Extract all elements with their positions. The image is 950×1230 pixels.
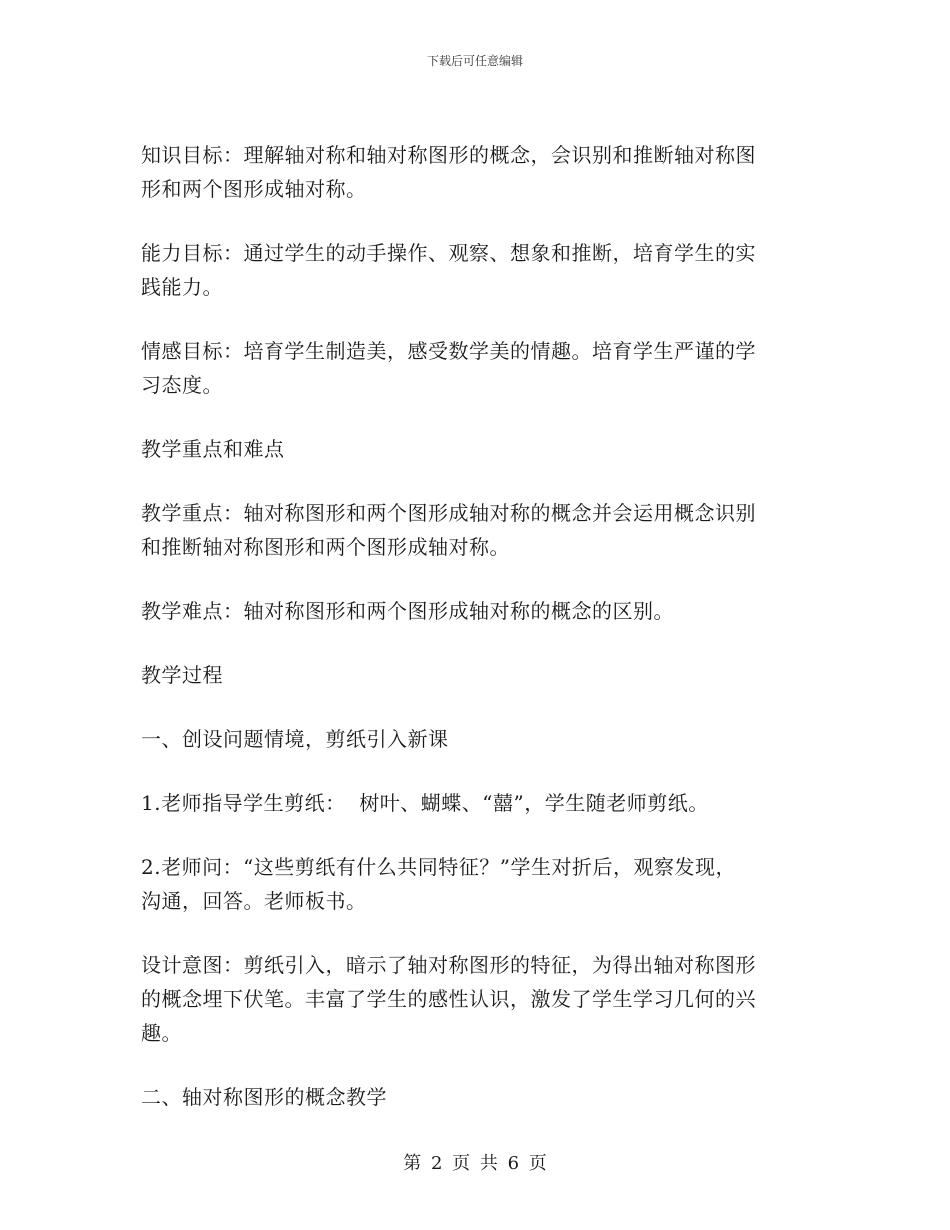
paragraph-step-two <box>141 850 811 918</box>
heading-section-one <box>141 722 811 756</box>
text-line: 1.老师指导学生剪纸： 树叶、蝴蝶、“囍”，学生随老师剪纸。 <box>141 791 709 815</box>
text-line: 形和两个图形成轴对称。 <box>141 177 367 201</box>
heading-teaching-process <box>141 658 811 692</box>
page-footer: 第 2 页 共 6 页 <box>403 1153 547 1174</box>
text-line: 教学重点和难点 <box>141 437 285 461</box>
page-header: 下载后可任意编辑 <box>426 54 523 68</box>
text-line: 教学重点：轴对称图形和两个图形成轴对称的概念并会运用概念识别 <box>141 501 756 525</box>
paragraph-teaching-focus <box>141 496 811 564</box>
text-line: 一、创设问题情境，剪纸引入新课 <box>141 727 449 751</box>
text-line: 2.老师问：“这些剪纸有什么共同特征？”学生对折后，观察发现， <box>141 855 737 879</box>
text-line: 设计意图：剪纸引入，暗示了轴对称图形的特征，为得出轴对称图形 <box>141 953 756 977</box>
text-line: 沟通，回答。老师板书。 <box>141 889 367 913</box>
paragraph-ability-goal <box>141 236 811 304</box>
text-line: 情感目标：培育学生制造美，感受数学美的情趣。培育学生严谨的学 <box>141 339 756 363</box>
heading-key-points <box>141 432 811 466</box>
document-body <box>141 138 811 1144</box>
text-line: 趣。 <box>141 1021 182 1045</box>
text-line: 教学过程 <box>141 663 223 687</box>
paragraph-step-one <box>141 786 811 820</box>
text-line: 能力目标：通过学生的动手操作、观察、想象和推断，培育学生的实 <box>141 241 756 265</box>
paragraph-knowledge-goal <box>141 138 811 206</box>
text-line: 教学难点：轴对称图形和两个图形成轴对称的概念的区别。 <box>141 599 674 623</box>
paragraph-emotion-goal <box>141 334 811 402</box>
text-line: 知识目标：理解轴对称和轴对称图形的概念，会识别和推断轴对称图 <box>141 143 756 167</box>
text-line: 的概念埋下伏笔。丰富了学生的感性认识，激发了学生学习几何的兴 <box>141 987 756 1011</box>
text-line: 习态度。 <box>141 373 223 397</box>
heading-section-two <box>141 1080 811 1114</box>
text-line: 和推断轴对称图形和两个图形成轴对称。 <box>141 535 510 559</box>
paragraph-design-intent <box>141 948 811 1050</box>
paragraph-teaching-difficulty <box>141 594 811 628</box>
text-line: 二、轴对称图形的概念教学 <box>141 1085 387 1109</box>
text-line: 践能力。 <box>141 275 223 299</box>
